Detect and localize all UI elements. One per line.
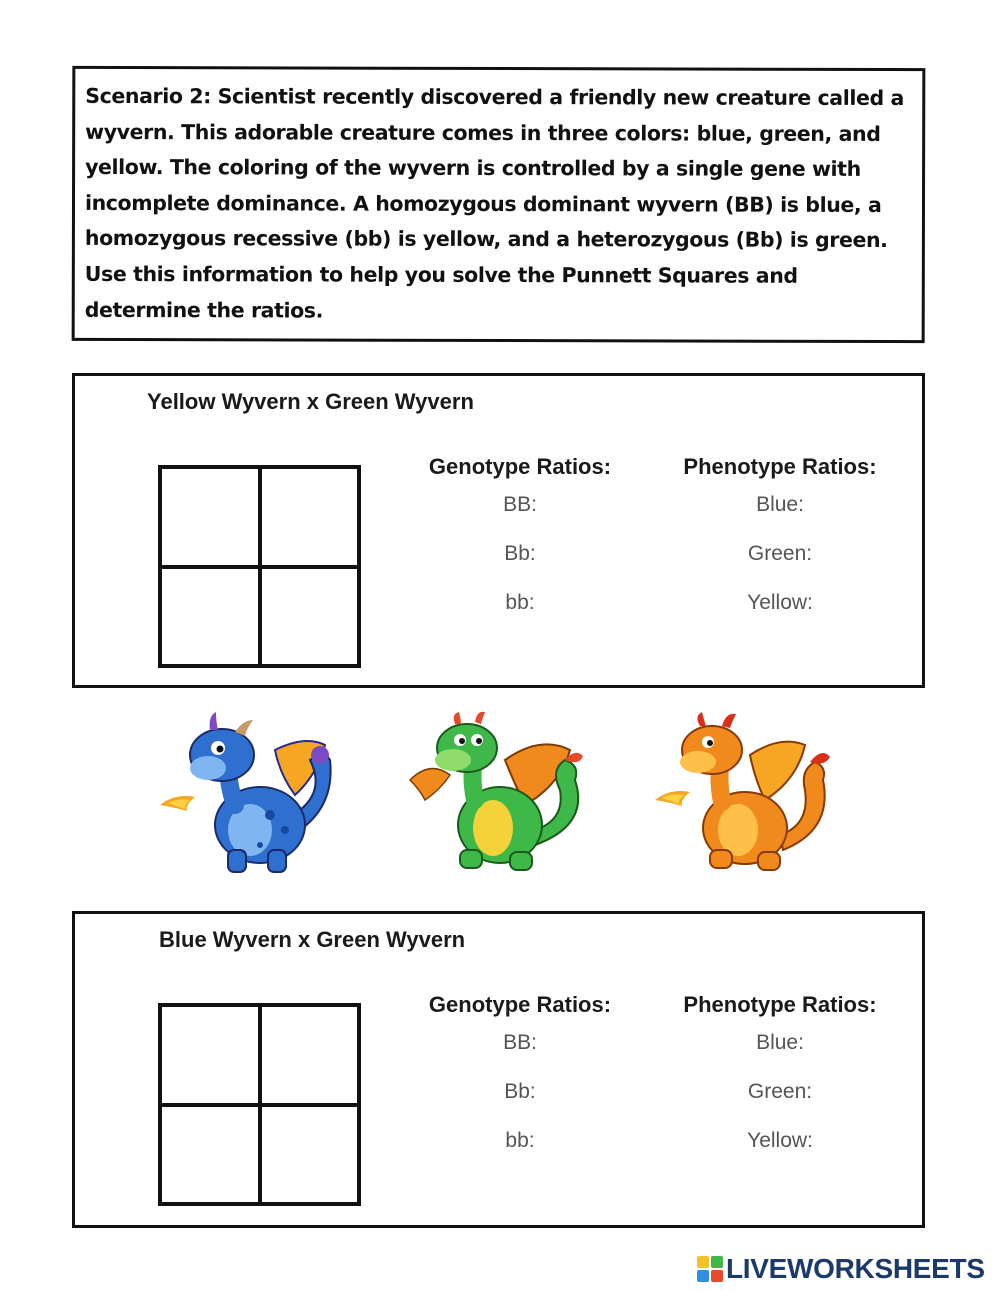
punnett-cell[interactable]: [162, 567, 260, 665]
phenotype-green: Green:: [747, 542, 813, 565]
phenotype-ratios: [665, 992, 895, 1175]
genotype-ratios: [415, 454, 625, 637]
cross-title: Yellow Wyvern x Green Wyvern: [147, 389, 474, 414]
phenotype-ratios: [665, 454, 895, 637]
logo-text: LIVEWORKSHEETS: [726, 1253, 985, 1284]
phenotype-yellow: Yellow:: [747, 1129, 813, 1152]
genotype-bb-dominant: BB:: [503, 493, 537, 516]
genotype-bb-recessive: bb:: [505, 1129, 535, 1152]
scenario-text: Scenario 2: Scientist recently discovered a friendly new creature called a wyvern. This adorable creature comes in three colors: blue, green, and yellow. The coloring of the wyvern is controlled by a single gene with incomplete dominance. A homozygous dominant wyvern (BB) is blue, a homozygous recessive (bb) is yellow, and a heterozygous (Bb) is green. Use this information to help you solve the Punnett Squares and determine the ratios.: [84, 83, 904, 323]
phenotype-heading: Phenotype Ratios:: [683, 992, 877, 1017]
phenotype-yellow: Yellow:: [747, 591, 813, 614]
liveworksheets-logo[interactable]: [697, 1252, 985, 1286]
genotype-bb-hetero: Bb:: [504, 542, 536, 565]
liveworksheets-logo-icon: [697, 1256, 723, 1282]
punnett-cell[interactable]: [162, 1007, 260, 1105]
punnett-square: [158, 1003, 361, 1206]
phenotype-heading: Phenotype Ratios:: [683, 454, 877, 479]
cross-panel-2: [72, 911, 925, 1228]
genotype-bb-dominant: BB:: [503, 1031, 537, 1054]
punnett-cell[interactable]: [260, 1105, 358, 1203]
punnett-cell[interactable]: [260, 567, 358, 665]
scenario-box: [72, 66, 926, 343]
punnett-cell[interactable]: [162, 469, 260, 567]
phenotype-blue: Blue:: [756, 493, 804, 516]
punnett-cell[interactable]: [260, 1007, 358, 1105]
genotype-heading: Genotype Ratios:: [428, 454, 612, 479]
genotype-bb-hetero: Bb:: [504, 1080, 536, 1103]
orange-dragon-icon: [650, 710, 840, 880]
genotype-ratios: [415, 992, 625, 1175]
cross-title: Blue Wyvern x Green Wyvern: [159, 927, 466, 952]
phenotype-green: Green:: [747, 1080, 813, 1103]
genotype-bb-recessive: bb:: [505, 591, 535, 614]
punnett-square: [158, 465, 361, 668]
genotype-heading: Genotype Ratios:: [428, 992, 612, 1017]
punnett-cell[interactable]: [162, 1105, 260, 1203]
green-dragon-icon: [405, 710, 595, 880]
blue-dragon-icon: [150, 710, 340, 880]
dragon-illustrations: [0, 700, 1000, 890]
punnett-cell[interactable]: [260, 469, 358, 567]
cross-panel-1: [72, 373, 925, 688]
phenotype-blue: Blue:: [756, 1031, 804, 1054]
